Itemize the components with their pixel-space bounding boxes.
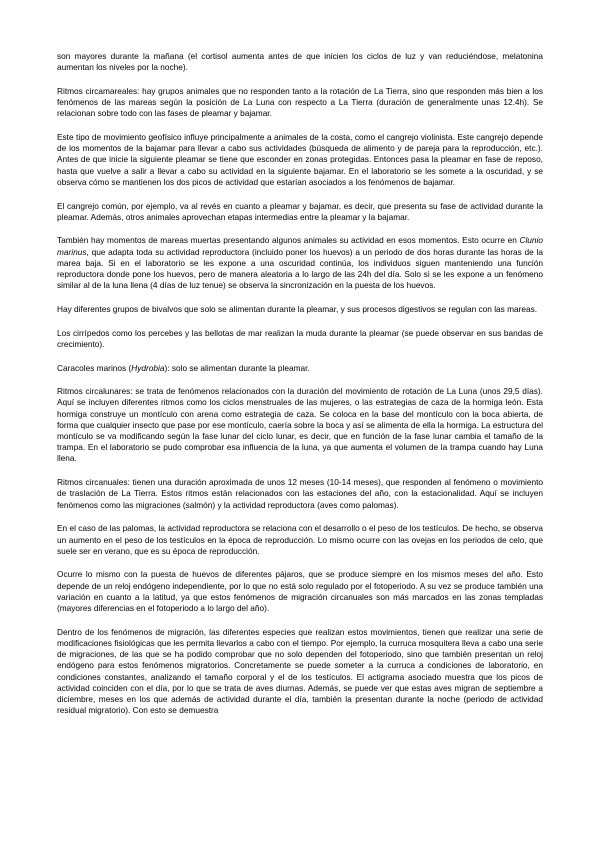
paragraph-ritmos-circalunares — [57, 386, 543, 464]
paragraph-text: Caracoles marinos ( — [57, 362, 132, 373]
paragraph — [57, 627, 543, 717]
paragraph — [57, 363, 543, 374]
paragraph — [57, 132, 543, 188]
paragraph-text: También hay momentos de mareas muertas presentando algunos animales su actividad en esos momentos. Esto ocurre en — [57, 235, 520, 246]
paragraph-text: Hay diferentes grupos de bivalvos que solo se alimentan durante la pleamar, y sus procesos digestivos se regulan con las mareas. — [57, 303, 538, 314]
paragraph-text: El cangrejo común, por ejemplo, va al revés en cuanto a pleamar y bajamar, es decir, que presenta su fase de actividad durante la pleamar. Además, otros animales aprovechan etapas intermedias entre la pleamar y la bajamar. — [57, 200, 543, 222]
paragraph — [57, 51, 543, 73]
paragraph — [57, 523, 543, 557]
paragraph-ritmos-circamareales — [57, 86, 543, 120]
paragraph-text: Dentro de los fenómenos de migración, las diferentes especies que realizan estos movimientos, tienen que realizar una serie de modificaciones fisiológicas que les permita llevarlos a cabo con el tiempo. Por ejemplo, la curruca mosquitera lleva a cabo una serie de migraciones, de las que se ha podido comprobar que no solo dependen del fotoperiodo, sino que también presentan un reloj endógeno para estos fenómenos migratorios. Concretamente se puede someter a la curruca a condiciones de laboratorio, en condiciones constantes, analizando el tamaño corporal y el de los testículos. El actigrama asociado muestra que los picos de actividad coinciden con el día, por lo que se trata de aves diurnas. Además, se puede ver que estas aves migran de septiembre a diciembre, meses en los que además de actividad durante el día, también la presentan durante la noche (periodo de actividad residual migratorio). Con esto se demuestra — [57, 626, 543, 716]
paragraph-text: son mayores durante la mañana (el cortisol aumenta antes de que inicien los ciclos de luz y van reduciéndose, melatonina aumentan los niveles por la noche). — [57, 51, 543, 73]
paragraph-text: ): solo se alimentan durante la pleamar. — [164, 362, 310, 373]
paragraph — [57, 201, 543, 223]
paragraph — [57, 235, 543, 291]
paragraph-ritmos-circanuales — [57, 477, 543, 511]
paragraph-text: , que adapta toda su actividad reproductora (incluido poner los huevos) a un periodo de dos horas durante las horas de la marea baja. Si en el laboratorio se les expone a una oscuridad continúa, los individuos siguen manteniendo una función reproductora donde pone los huevos, pero de manera aleatoria a lo largo de las 24h del día. Solo si se les expone a un fenómeno similar al de la luna llena (4 días de luz tenue) se observa la sincronización en la puesta de los huevos. — [57, 246, 543, 291]
paragraph-text: Ritmos circanuales: tienen una duración aproximada de unos 12 meses (10-14 meses), que responden al fenómeno o movimiento de traslación de La Tierra. Estos ritmos están relacionados con las estaciones del año, con la estacionalidad. Aquí se incluyen fenómenos como las migraciones (salmón) y la actividad reproductora (aves como palomas). — [57, 477, 543, 510]
paragraph — [57, 328, 543, 350]
paragraph-text: Los cirrípedos como los percebes y las bellotas de mar realizan la muda durante la pleamar (se puede observar en sus bandas de crecimiento). — [57, 327, 543, 349]
paragraph-text: Ritmos circalunares: se trata de fenómenos relacionados con la duración del movimiento de rotación de La Luna (unos 29,5 días). Aquí se incluyen diferentes ritmos como los ciclos menstruales de las mujeres, o las estrategias de caza de la hormiga león. Esta hormiga construye un montículo con arena como estrategia de caza. Se coloca en la base del montículo con la boca abierta, de forma que cualquier insecto que pase por ese montículo, caería sobre la boca y así se alimenta de ella la hormiga. La estructura del montículo se va modificando según la fase lunar del ciclo lunar, es decir, que en función de la fase lunar cambia el tamaño de la trampa. En el laboratorio se pudo comprobar esa influencia de la luna, ya que aumenta el volumen de la trampa cuando hay Luna llena. — [57, 386, 543, 464]
paragraph-text: En el caso de las palomas, la actividad reproductora se relaciona con el desarrollo o el peso de los testículos. De hecho, se observa un aumento en el peso de los testículos en la época de reproducción. Lo mismo ocurre con las ovejas en los periodos de celo, que suele ser en verano, que es su época de reproducción. — [57, 523, 543, 556]
paragraph-text: Este tipo de movimiento geofísico influye principalmente a animales de la costa, como el cangrejo violinista. Este cangrejo depende de los momentos de la bajamar para llevar a cabo sus actividades (búsqueda de alimento y de pareja para la reproducción, etc.). Antes de que inicie la siguiente pleamar se tiene que esconder en zonas protegidas. Entonces pasa la pleamar en fase de reposo, hasta que vuelve a salir a llevar a cabo su actividad en la siguiente bajamar. En el laboratorio se les somete a la oscuridad, y se observa cómo se mantienen los dos picos de actividad que estarían asociados a los fenómenos de bajamar. — [57, 132, 543, 187]
paragraph-text: Ocurre lo mismo con la puesta de huevos de diferentes pájaros, que se produce siempre en los mismos meses del año. Esto depende de un reloj endógeno independiente, por lo que no está solo regulado por el fotoperiodo. A su vez se produce también una variación en cuanto a la latitud, ya que estos fenómenos de migración circanuales son más marcados en las zonas templadas (mayores diferencias en el fotoperiodo a lo largo del año). — [57, 569, 543, 614]
paragraph — [57, 304, 543, 315]
paragraph-text: Ritmos circamareales: hay grupos animales que no responden tanto a la rotación de La Tierra, sino que responden más bien a los fenómenos de las mareas según la posición de La Luna con respecto a La Tierra (duración de generalmente unas 12.4h). Se relacionan sobre todo con las fases de pleamar y bajamar. — [57, 85, 543, 119]
species-name: Clunio marinus — [57, 235, 543, 257]
document-body — [57, 51, 543, 716]
paragraph — [57, 569, 543, 614]
species-name: Hydrobia — [131, 362, 165, 373]
